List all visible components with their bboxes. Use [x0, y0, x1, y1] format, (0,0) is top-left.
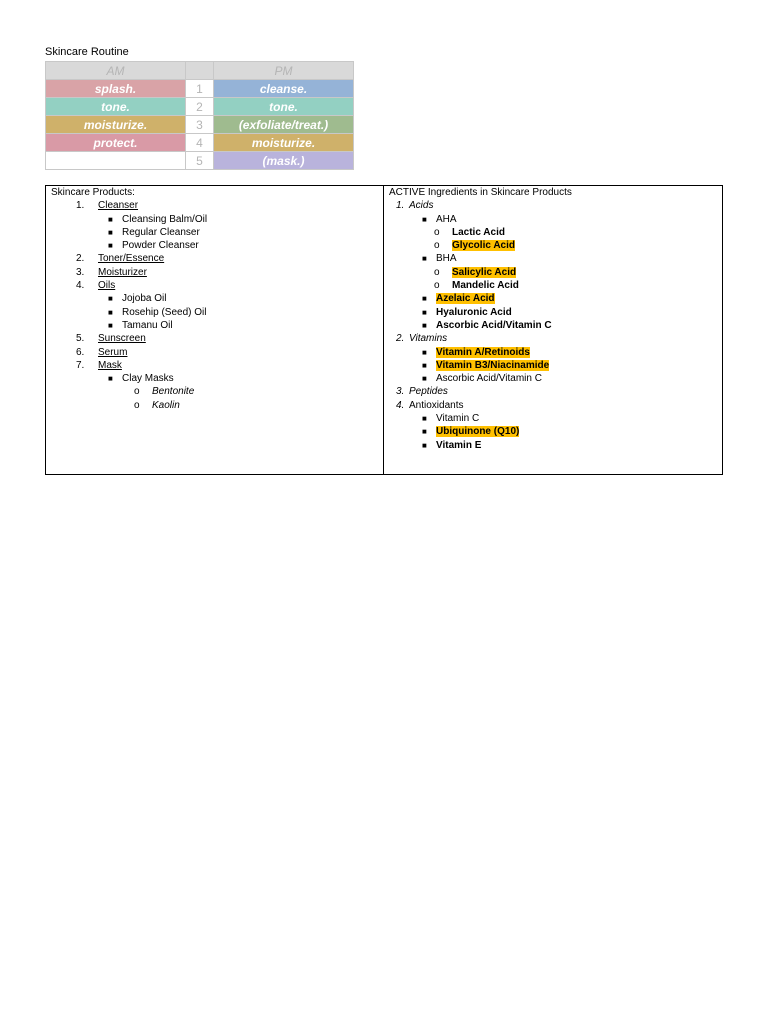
products-table [45, 185, 723, 475]
circle-bullet-icon: o [434, 280, 440, 292]
list-subitem: ■ Ascorbic Acid/Vitamin C [422, 373, 542, 385]
list-item: 7. Mask [76, 359, 122, 371]
step-number: 3 [186, 116, 214, 134]
bullet-icon: ■ [422, 294, 427, 304]
step-header [186, 62, 214, 80]
list-subsubitem: o Mandelic Acid [434, 280, 519, 292]
bullet-icon: ■ [108, 241, 113, 251]
bullet-icon: ■ [422, 360, 427, 370]
circle-bullet-icon: o [434, 226, 440, 238]
pm-step: moisturize. [214, 134, 354, 152]
products-cell [46, 186, 384, 475]
list-subitem: ■ Jojoba Oil [108, 293, 167, 305]
circle-bullet-icon: o [434, 240, 440, 252]
step-number: 5 [186, 152, 214, 170]
list-subitem: ■ Ubiquinone (Q10) [422, 426, 520, 438]
bullet-icon: ■ [108, 307, 113, 317]
routine-row [46, 134, 354, 152]
bullet-icon: ■ [422, 414, 427, 424]
list-subsubitem: o Kaolin [134, 399, 180, 411]
list-item: 1. Cleanser [76, 200, 139, 212]
list-subitem: ■ Rosehip (Seed) Oil [108, 306, 207, 318]
list-subitem: ■ Regular Cleanser [108, 226, 200, 238]
am-step: protect. [46, 134, 186, 152]
list-subitem: ■ Clay Masks [108, 373, 174, 385]
list-subitem: ■ Cleansing Balm/Oil [108, 213, 208, 225]
routine-row [46, 80, 354, 98]
am-step: splash. [46, 80, 186, 98]
am-step: moisturize. [46, 116, 186, 134]
list-item: 4. Antioxidants [396, 399, 464, 411]
bullet-icon: ■ [422, 214, 427, 224]
am-header: AM [46, 62, 186, 80]
page-title: Skincare Routine [45, 46, 129, 58]
pm-header: PM [214, 62, 354, 80]
list-subitem: ■ Powder Cleanser [108, 240, 199, 252]
list-item: 2. Vitamins [396, 333, 448, 345]
list-item: 3. Moisturizer [76, 266, 147, 278]
routine-row [46, 116, 354, 134]
bullet-icon: ■ [108, 320, 113, 330]
step-number: 4 [186, 134, 214, 152]
list-subitem: ■ BHA [422, 253, 457, 265]
step-number: 2 [186, 98, 214, 116]
list-subsubitem: o Salicylic Acid [434, 266, 517, 278]
list-subsubitem: o Glycolic Acid [434, 240, 515, 252]
am-step: tone. [46, 98, 186, 116]
list-subitem: ■ Vitamin A/Retinoids [422, 346, 530, 358]
bullet-icon: ■ [108, 214, 113, 224]
list-subsubitem: o Lactic Acid [434, 226, 505, 238]
bullet-icon: ■ [422, 254, 427, 264]
bullet-icon: ■ [108, 227, 113, 237]
list-subitem: ■ Vitamin C [422, 413, 480, 425]
bullet-icon: ■ [422, 440, 427, 450]
ingredients-cell [384, 186, 723, 475]
bullet-icon: ■ [422, 427, 427, 437]
list-subsubitem: o Bentonite [134, 386, 195, 398]
list-subitem: ■ Tamanu Oil [108, 319, 173, 331]
list-item: 4. Oils [76, 280, 116, 292]
list-subitem: ■ Vitamin E [422, 439, 482, 451]
am-step [46, 152, 186, 170]
routine-row [46, 98, 354, 116]
products-heading: Skincare Products: [51, 187, 135, 198]
list-subitem: ■ Azelaic Acid [422, 293, 495, 305]
routine-row [46, 152, 354, 170]
list-item: 1. Acids [396, 200, 434, 212]
circle-bullet-icon: o [134, 399, 140, 411]
step-number: 1 [186, 80, 214, 98]
list-subitem: ■ Vitamin B3/Niacinamide [422, 359, 550, 371]
list-item: 5. Sunscreen [76, 333, 146, 345]
list-subitem: ■ AHA [422, 213, 457, 225]
list-item: 3. Peptides [396, 386, 448, 398]
pm-step: tone. [214, 98, 354, 116]
routine-table [45, 61, 354, 170]
list-subitem: ■ Hyaluronic Acid [422, 306, 512, 318]
bullet-icon: ■ [108, 294, 113, 304]
list-item: 6. Serum [76, 346, 128, 358]
ingredients-heading: ACTIVE Ingredients in Skincare Products [389, 187, 572, 198]
list-subitem: ■ Ascorbic Acid/Vitamin C [422, 319, 552, 331]
bullet-icon: ■ [422, 307, 427, 317]
bullet-icon: ■ [422, 347, 427, 357]
bullet-icon: ■ [422, 374, 427, 384]
routine-header-row [46, 62, 354, 80]
pm-step: cleanse. [214, 80, 354, 98]
list-item: 2. Toner/Essence [76, 253, 165, 265]
circle-bullet-icon: o [434, 266, 440, 278]
pm-step: (mask.) [214, 152, 354, 170]
bullet-icon: ■ [422, 320, 427, 330]
circle-bullet-icon: o [134, 386, 140, 398]
pm-step: (exfoliate/treat.) [214, 116, 354, 134]
bullet-icon: ■ [108, 374, 113, 384]
